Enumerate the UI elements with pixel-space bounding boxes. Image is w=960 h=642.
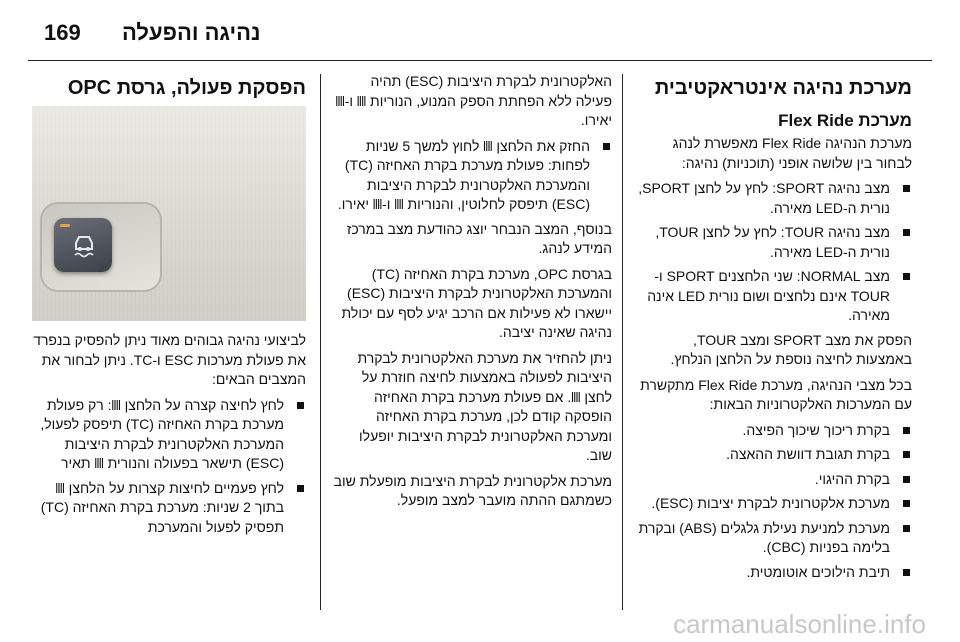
list-item: בקרת תגובת דוושת ההאצה. [634, 445, 912, 465]
list-item: החזק את הלחצן 𝍬 לחוץ למשך 5 שניות לפחות: פעולת מערכת בקרת האחיזה (TC) והמערכת האלקטרונית לבקרת היציבות (ESC) תיפסק לחלוטין, והנוריות 𝍬 ו-𝍬 יאירו. [332, 137, 612, 215]
list-item: מערכת אלקטרונית לבקרת יציבות (ESC). [634, 494, 912, 514]
page-number: 169 [44, 20, 81, 45]
intro-paragraph: מערכת הנהיגה Flex Ride מאפשרת לנהג לבחור בין שלושה אופני (תוכניות) נהיגה: [672, 135, 912, 171]
section-heading: הפסקת פעולה, גרסת OPC [67, 77, 306, 99]
list-item: תיבת הילוכים אוטומטית. [634, 563, 912, 583]
systems-list [634, 421, 912, 583]
column-middle [332, 72, 612, 517]
header-rule [28, 60, 932, 61]
watermark: carmanualsonline.info [673, 609, 926, 639]
paragraph: מערכת אלקטרונית לבקרת היציבות מופעלת שוב כשמתגם ההתה מועבר למצב מופעל. [333, 472, 612, 508]
paragraph: ניתן להחזיר את מערכת האלקטרונית לבקרת היציבות לפעולה באמצעות לחיצה חוזרת על לחצן 𝍬. אם פעולת מערכת בקרת האחיזה הופסקה קודם לכן, מערכת בקרת האחיזה ומערכת האלקטרונית לבקרת היציבות יופעלו שוב. [357, 349, 612, 463]
list-item: מצב נהיגה TOUR: לחץ על לחצן TOUR, נורית ה-LED מאירה. [634, 223, 912, 262]
list-item: בקרת ריכוך שיכוך הפיצה. [634, 421, 912, 441]
list-item: לחץ לחיצה קצרה על הלחצן 𝍬: רק פעולת מערכת בקרת האחיזה (TC) תיפסק לפעול, המערכת האלקטרונית לבקרת היציבות (ESC) תישאר בפעולה והנורית 𝍬 תאיר [30, 396, 306, 474]
traction-control-button [54, 218, 112, 272]
list-item: בקרת ההיגוי. [634, 470, 912, 490]
middle-list [332, 137, 612, 215]
column-right [634, 72, 912, 587]
dashboard-photo [32, 106, 306, 321]
page-header [0, 0, 960, 62]
running-title: נהיגה והפעלה [122, 20, 261, 45]
intro-paragraph: לביצועי נהיגה גבוהים מאוד ניתן להפסיק בנפרד את פעולת מערכות ESC ו-TC. ניתן לבחור את המצבים הבאים: [33, 332, 306, 387]
list-item: מצב נהיגה SPORT: לחץ על לחצן SPORT, נורית ה-LED מאירה. [634, 179, 912, 218]
section-heading: מערכת נהיגה אינטראקטיבית [654, 77, 912, 99]
modes-list [634, 179, 912, 326]
paragraph: בכל מצבי הנהיגה, מערכת Flex Ride מתקשרת עם המערכות האלקטרוניות הבאות: [640, 376, 912, 412]
list-item: לחץ פעמיים לחיצות קצרות על הלחצן 𝍬 בתוך 2 שניות: מערכת בקרת האחיזה (TC) תפסיק לפעול והמערכת [30, 479, 306, 538]
paragraph: בגרסת OPC, מערכת בקרת האחיזה (TC) והמערכת האלקטרונית לבקרת היציבות (ESC) יישארו לא פעילות אם הרכב יגיע לסף עם יכולת נהיגה שאינה יציבה. [341, 265, 612, 340]
column-divider-left [320, 74, 321, 610]
column-divider-right [622, 74, 623, 610]
paragraph: הפסק את מצב SPORT ומצב TOUR, באמצעות לחיצה נוספת על הלחצן הנלחץ. [670, 331, 912, 367]
skid-car-icon [69, 230, 99, 260]
paragraph: האלקטרונית לבקרת היציבות (ESC) תהיה פעילה ללא הפחתת הספק המנוע, הנוריות 𝍬 ו-𝍬 יאירו. [335, 73, 612, 128]
indicator-led [60, 224, 70, 227]
subsection-heading: מערכת Flex Ride [778, 111, 912, 130]
opc-list [30, 396, 306, 538]
list-item: מצב NORMAL: שני הלחצנים SPORT ו-TOUR אינם נלחצים ושום נורית LED אינה מאירה. [634, 267, 912, 326]
column-left [30, 72, 306, 542]
paragraph: בנוסף, המצב הנבחר יוצג כהודעת מצב במרכז המידע לנהג. [346, 220, 612, 256]
list-item: מערכת למניעת נעילת גלגלים (ABS) ובקרת בלימה בפניות (CBC). [634, 519, 912, 558]
